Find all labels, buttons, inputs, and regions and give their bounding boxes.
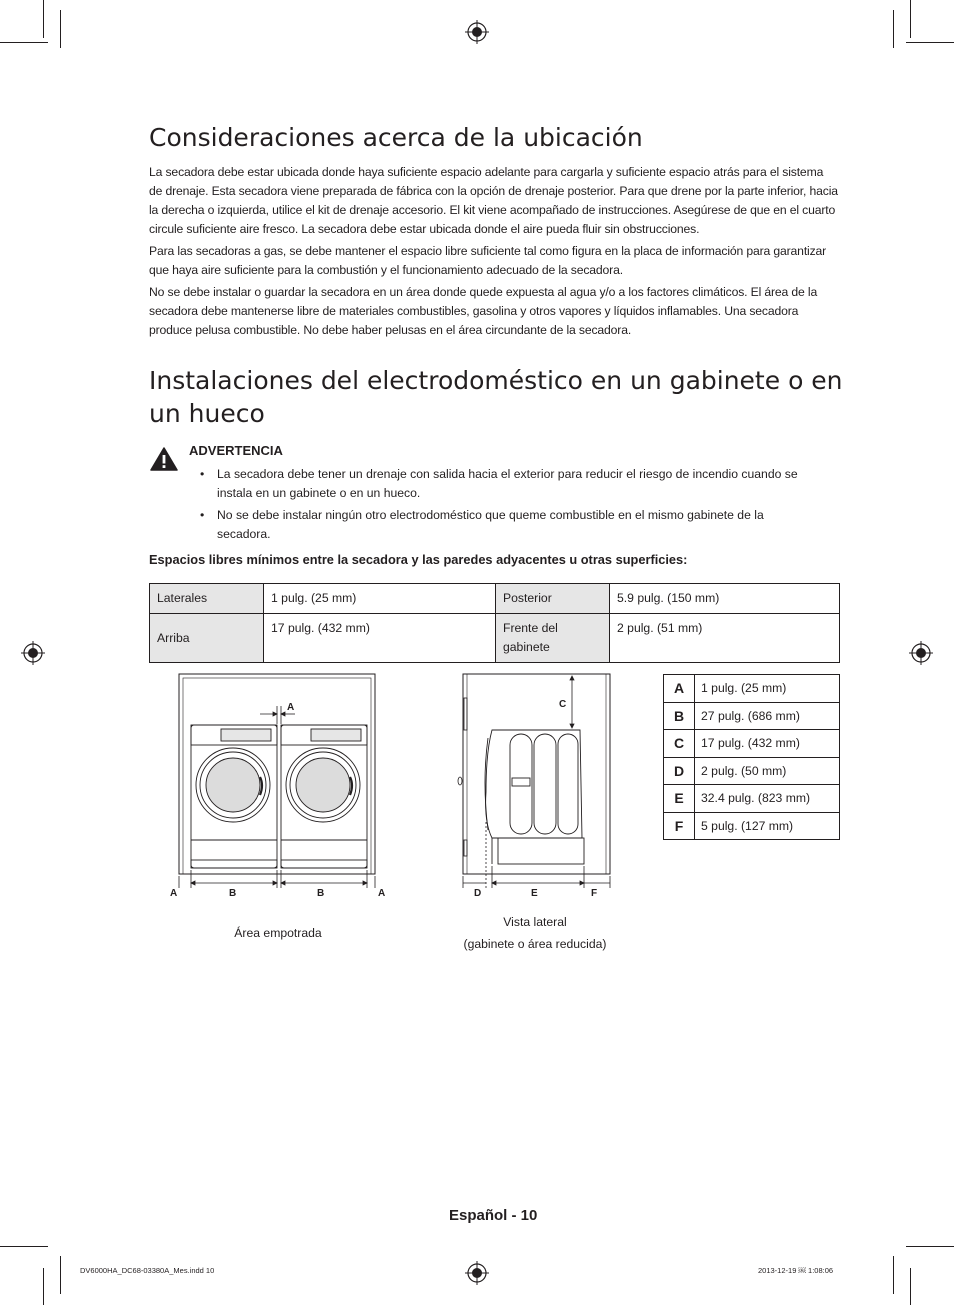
- bullet-text: La secadora debe tener un drenaje con salida hacia el exterior para reducir el riesgo de incendio cuando se instala en un gabinete o en un hueco.: [217, 467, 798, 500]
- warning-title: ADVERTENCIA: [189, 443, 283, 458]
- section-title: Consideraciones acerca de la ubicación: [149, 123, 643, 152]
- dimension-value: 1 pulg. (25 mm): [695, 675, 840, 703]
- table-cell-label: Laterales: [150, 584, 264, 614]
- dimension-label-c: C: [559, 699, 567, 710]
- table-cell-label: Arriba: [150, 614, 264, 663]
- paragraph: No se debe instalar o guardar la secadora en un área donde quede expuesta al agua y/o a los factores climáticos. El área de la secadora debe mantenerse libre de materiales combustibles, gasolina y otros vapores y líquidos inflamables. Una secadora produce pelusa combustible. No debe haber pelusas en el área circundante de la secadora.: [149, 285, 818, 337]
- dimension-key: A: [664, 675, 695, 703]
- dimension-label-a: A: [287, 702, 295, 713]
- dimension-label-a: A: [170, 888, 178, 899]
- crop-mark: [43, 1268, 44, 1305]
- table-cell-value: 2 pulg. (51 mm): [610, 614, 840, 663]
- bullet-dot: •: [200, 508, 205, 522]
- clearance-table: [149, 583, 840, 663]
- dimension-key: D: [664, 757, 695, 785]
- table-row: [664, 702, 840, 730]
- dimension-label-a: A: [378, 888, 386, 899]
- dimension-value: 27 pulg. (686 mm): [695, 702, 840, 730]
- table-cell-label: [496, 614, 610, 663]
- dimension-key: E: [664, 785, 695, 813]
- bullet-text: No se debe instalar ningún otro electrodoméstico que queme combustible en el mismo gabinete de la secadora.: [217, 508, 764, 541]
- table-row: [664, 757, 840, 785]
- dimension-label-b: B: [229, 888, 237, 899]
- table-row: [664, 785, 840, 813]
- cabinet-front-label: Frente del gabinete: [503, 621, 558, 654]
- section-title: Instalaciones del electrodoméstico en un gabinete o en un hueco: [149, 366, 843, 428]
- figure-caption: [435, 911, 635, 955]
- registration-mark-icon: [21, 641, 45, 665]
- page-number: Español - 10: [449, 1207, 538, 1224]
- bullet-dot: •: [200, 467, 205, 481]
- figure-caption-line: Vista lateral: [503, 915, 567, 929]
- figure-caption: Área empotrada: [234, 926, 322, 940]
- crop-mark: [910, 0, 911, 38]
- subheading: Espacios libres mínimos entre la secadora y las paredes adyacentes u otras superficies:: [149, 552, 688, 567]
- registration-mark-icon: [465, 1261, 489, 1285]
- paragraph: Para las secadoras a gas, se debe mantener el espacio libre suficiente tal como figura en la placa de información para garantizar que haya aire suficiente para la combustión y el funcionamiento adecuado de la secadora.: [149, 244, 827, 277]
- crop-mark: [906, 1246, 954, 1247]
- dimension-value: 2 pulg. (50 mm): [695, 757, 840, 785]
- crop-mark: [0, 42, 48, 43]
- table-row: [664, 812, 840, 840]
- side-view-diagram: [452, 672, 622, 902]
- dimension-label-e: E: [531, 888, 538, 899]
- dimension-label-d: D: [474, 888, 482, 899]
- crop-mark: [893, 10, 894, 48]
- dimension-key: B: [664, 702, 695, 730]
- table-row: [150, 614, 840, 663]
- file-slug: DV6000HA_DC68-03380A_Mes.indd 10: [80, 1266, 215, 1275]
- table-row: [664, 730, 840, 758]
- crop-mark: [893, 1256, 894, 1294]
- crop-mark: [0, 1246, 48, 1247]
- figure-caption-line: (gabinete o área reducida): [463, 937, 607, 951]
- table-cell-value: 5.9 pulg. (150 mm): [610, 584, 840, 614]
- paragraph: La secadora debe estar ubicada donde haya suficiente espacio adelante para cargarla y suficiente espacio atrás para el sistema de drenaje. Esta secadora viene preparada de fábrica con la opción de drenaje posterior. Para que drene por la parte inferior, hacia la derecha o izquierda, utilice el kit de drenaje accesorio. El kit viene acompañado de instrucciones. Asegúrese de que en el cuarto circule suficiente aire fresco. La secadora debe estar ubicada donde el aire pueda fluir sin obstrucciones.: [149, 165, 838, 236]
- dimension-key: C: [664, 730, 695, 758]
- dimension-label-b: B: [317, 888, 325, 899]
- table-cell-value: 17 pulg. (432 mm): [264, 614, 496, 663]
- table-row: [150, 584, 840, 614]
- crop-mark: [60, 10, 61, 48]
- date-slug: 2013-12-19 ￼ 1:08:06: [758, 1266, 834, 1275]
- table-row: [664, 675, 840, 703]
- dimension-table: [663, 674, 840, 840]
- warning-icon: [150, 447, 178, 471]
- crop-mark: [910, 1268, 911, 1305]
- dimension-value: 17 pulg. (432 mm): [695, 730, 840, 758]
- table-cell-label: Posterior: [496, 584, 610, 614]
- dimension-label-f: F: [591, 888, 598, 899]
- crop-mark: [906, 42, 954, 43]
- registration-mark-icon: [465, 20, 489, 44]
- recessed-area-diagram: [165, 672, 400, 902]
- dimension-key: F: [664, 812, 695, 840]
- dimension-value: 5 pulg. (127 mm): [695, 812, 840, 840]
- table-cell-value: 1 pulg. (25 mm): [264, 584, 496, 614]
- registration-mark-icon: [909, 641, 933, 665]
- crop-mark: [60, 1256, 61, 1294]
- dimension-value: 32.4 pulg. (823 mm): [695, 785, 840, 813]
- crop-mark: [43, 0, 44, 38]
